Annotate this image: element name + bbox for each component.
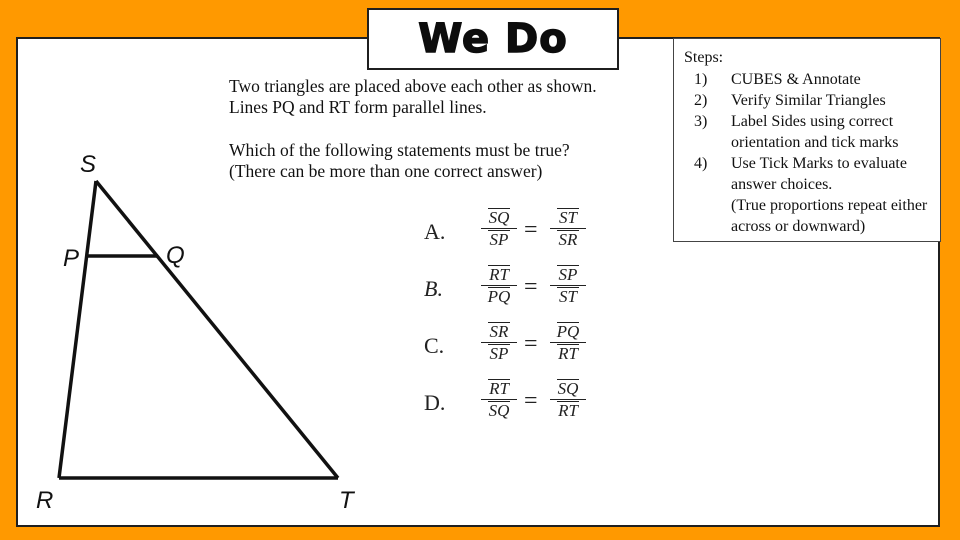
step-note-text: (True proportions repeat either across or downward): [731, 197, 928, 235]
left-fraction: [481, 207, 517, 250]
steps-heading: Steps:: [684, 49, 724, 66]
denominator: SR: [550, 229, 586, 250]
step-number: 3): [694, 113, 708, 130]
equals-sign: =: [524, 331, 538, 357]
denominator: SQ: [481, 400, 517, 421]
denominator: RT: [550, 343, 586, 364]
problem-line-4: (There can be more than one correct answer): [229, 161, 543, 181]
choice-d[interactable]: [418, 376, 618, 433]
choice-letter: A.: [424, 219, 446, 244]
label-p: P: [63, 245, 80, 272]
step-item: [684, 90, 930, 111]
label-s: S: [80, 151, 97, 178]
numerator: SQ: [481, 207, 517, 229]
numerator: SR: [481, 321, 517, 343]
step-number: 4): [694, 155, 708, 172]
label-r: R: [36, 487, 54, 514]
answer-choices: [418, 205, 618, 433]
choice-c[interactable]: [418, 319, 618, 376]
step-item: [684, 153, 930, 195]
equals-sign: =: [524, 388, 538, 414]
denominator: PQ: [481, 286, 517, 307]
choice-letter: B.: [424, 276, 443, 301]
side-sr: [59, 181, 96, 478]
triangle-figure: [30, 140, 370, 520]
equals-sign: =: [524, 217, 538, 243]
step-text: CUBES & Annotate: [731, 71, 861, 88]
step-item: [684, 111, 930, 153]
step-item: [684, 69, 930, 90]
step-text: Use Tick Marks to evaluate answer choices.: [731, 155, 907, 193]
left-fraction: [481, 378, 517, 421]
triangle-diagram: [30, 140, 370, 520]
numerator: SP: [550, 264, 586, 286]
choice-letter: D.: [424, 390, 446, 415]
denominator: SP: [481, 229, 517, 250]
choice-letter: C.: [424, 333, 445, 358]
side-st: [96, 181, 338, 478]
equals-sign: =: [524, 274, 538, 300]
left-fraction: [481, 321, 517, 364]
numerator: RT: [481, 378, 517, 400]
denominator: ST: [550, 286, 586, 307]
numerator: RT: [481, 264, 517, 286]
numerator: ST: [550, 207, 586, 229]
label-q: Q: [166, 242, 185, 269]
step-text: Verify Similar Triangles: [731, 92, 886, 109]
step-number: 1): [694, 71, 708, 88]
title-box: [367, 8, 619, 70]
left-fraction: [481, 264, 517, 307]
right-fraction: [550, 321, 586, 364]
spacer: [229, 118, 649, 140]
right-fraction: [550, 264, 586, 307]
slide-title: We Do: [418, 16, 568, 62]
problem-line-2: Lines PQ and RT form parallel lines.: [229, 97, 487, 117]
choice-a[interactable]: [418, 205, 618, 262]
problem-line-3: Which of the following statements must be true?: [229, 140, 570, 160]
step-number: 2): [694, 92, 708, 109]
denominator: RT: [550, 400, 586, 421]
choice-b[interactable]: [418, 262, 618, 319]
right-fraction: [550, 378, 586, 421]
denominator: SP: [481, 343, 517, 364]
problem-line-1: Two triangles are placed above each other as shown.: [229, 76, 597, 96]
steps-box: [673, 38, 941, 242]
numerator: PQ: [550, 321, 586, 343]
step-text: Label Sides using correct orientation and tick marks: [731, 113, 899, 151]
numerator: SQ: [550, 378, 586, 400]
step-note: [684, 195, 930, 237]
label-t: T: [339, 487, 354, 514]
right-fraction: [550, 207, 586, 250]
